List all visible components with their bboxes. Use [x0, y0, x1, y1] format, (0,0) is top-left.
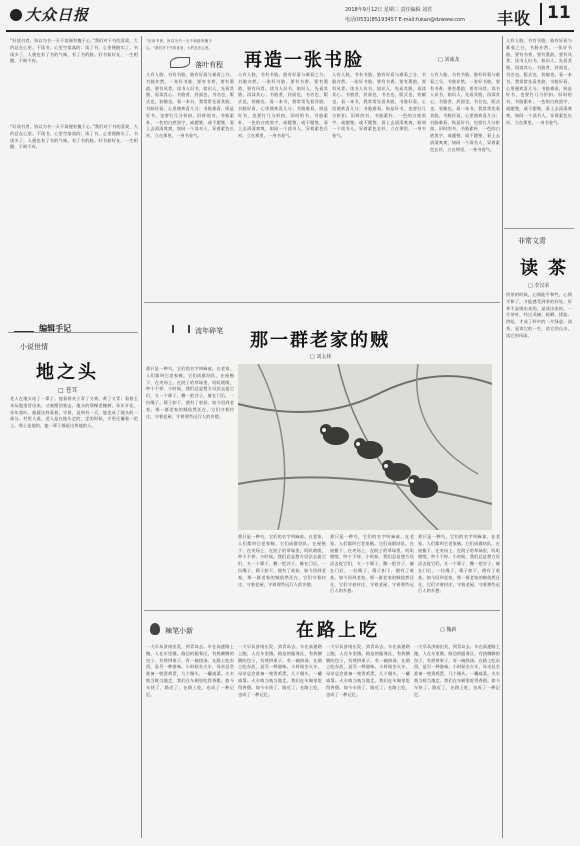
- left-top-body: “好读书者，皆以为书一天不读便有愧于心。”我们对于书的喜爱，大约总在心里。不读书，心里空落落的；读了书，心里便踏实了。书读多了，人便也有了书的气味，有了书的脸。好书如好友，一生相随，不离不弃。: [10, 38, 138, 64]
- page-number: 11: [540, 3, 572, 25]
- center-body-col3: 那只是一种鸟，它们的名字叫麻雀。在老家，人们都叫它老家贼。它们成群结队，在屋檐下、在麦场上、在院子的草垛里，叽叽喳喳，吵个不停。小时候，我们总是想方设法去捉它们，支一个筛子，撒一把谷子，躲在门后，一拉绳子，筛子扣下，便有了收获。如今回到老家，那一群老家的贼依然还在，它们守着村庄，守着老屋，守着那些远行人的乡愁。: [330, 534, 414, 594]
- bottom-author: □ 魏新: [440, 627, 457, 633]
- right-body: 饮茶的时候，心情能平和些，心情平和了，才能感受到茶的好处。好茶不是喝出来的，是读出来的。一片茶叶，经过采摘、晾晒、揉捻、烘焙，才成了杯中的一片绿意。读茶，是读它的一生，读它的山水，读它的风雨。: [506, 292, 572, 338]
- grass-icon: [172, 325, 190, 333]
- bottom-body-col1: 一大早从济南出发，到青岛去。车在高速路上跑，人在车里饿。路边的服务区，有热腾腾的包子，有煎饼果子，有一碗热汤。在路上吃东西，是另一种滋味。小时候坐火车，母亲总会准备一兜煮鸡蛋，几个馒头，一罐咸菜。火车咣当咣当地走，我们在车厢里吃得香甜。如今车快了，路近了，在路上吃，也成了一种记忆。: [146, 644, 234, 697]
- bottom-column-tag: 辣笔小新: [150, 618, 193, 637]
- left-mid-column-tag: 小说世情: [20, 343, 48, 351]
- left-divider-1: [8, 332, 138, 333]
- section-title: 丰收: [497, 9, 532, 28]
- center-author: □ 刘太林: [310, 354, 332, 360]
- newspaper-logo: 大众日报: [10, 4, 89, 25]
- column-divider-left: [141, 36, 142, 838]
- editor-note-tag: 编辑手记: [14, 316, 71, 335]
- main-body-col3: 人有人脸，书有书脸。脸有好看与难看之分，书脸亦然。一张好书脸，要有书香，要有墨韵，要有风骨。读书人识书，如识人，先看其脸，再读其心。书脸者，封面也，书名也，版式也，装帧也。看一本书，我常常先看其脸，书脸好看，心里便欢喜几分；书脸难看，纵是好书，也要打几分折扣。旧时的书，书脸素朴，一色的白底黑字，或题签，或不题签，看上去清清爽爽，如同一个读书人，穿着素色长衫，立在那里，一身书卷气。: [332, 72, 426, 139]
- main-body-col4: 人有人脸，书有书脸。脸有好看与难看之分，书脸亦然。一张好书脸，要有书香，要有墨韵，要有风骨。读书人识书，如识人，先看其脸，再读其心。书脸者，封面也，书名也，版式也，装帧也。看一本书，我常常先看其脸，书脸好看，心里便欢喜几分；书脸难看，纵是好书，也要打几分折扣。旧时的书，书脸素朴，一色的白底黑字，或题签，或不题签，看上去清清爽爽，如同一个读书人，穿着素色长衫，立在那里，一身书卷气。: [430, 72, 500, 152]
- left-mid-body: 老人在地头站了一辈子。他看着麦子青了又黄，黄了又青；看着玉米从地里冒出来，又被掰回家去。地头的那棵老槐树，年年开花，年年落叶。他就这样看着，守着，直到有一天，他也成了地头的一部分。村里人说，老人是在地头走的，走的时候，手里还攥着一把土。那土是他的，他一辈子都是这块地的人。: [10, 396, 138, 429]
- masthead-meta-2: 电话(0531)85193457 E-mail:fukan@dzwww.com: [345, 17, 465, 23]
- main-divider: [144, 302, 500, 303]
- center-divider: [144, 610, 500, 611]
- leaf-icon: [170, 57, 190, 68]
- right-top-body: 人有人脸，书有书脸。脸有好看与难看之分，书脸亦然。一张好书脸，要有书香，要有墨韵，要有风骨。读书人识书，如识人，先看其脸，再读其心。书脸者，封面也，书名也，版式也，装帧也。看一本书，我常常先看其脸，书脸好看，心里便欢喜几分；书脸难看，纵是好书，也要打几分折扣。旧时的书，书脸素朴，一色的白底黑字，或题签，或不题签，看上去清清爽爽，如同一个读书人，穿着素色长衫，立在那里，一身书卷气。: [506, 38, 572, 125]
- masthead-rule: [6, 30, 574, 32]
- left-mid-title: 地之头: [36, 362, 99, 383]
- sparrows-photo: [238, 364, 492, 530]
- bottom-body-col4: 一大早从济南出发，到青岛去。车在高速路上跑，人在车里饿。路边的服务区，有热腾腾的包子，有煎饼果子，有一碗热汤。在路上吃东西，是另一种滋味。小时候坐火车，母亲总会准备一兜煮鸡蛋，几个馒头，一罐咸菜。火车咣当咣当地走，我们在车厢里吃得香甜。如今车快了，路近了，在路上吃，也成了一种记忆。: [414, 644, 500, 697]
- main-column-tag: 落叶有程: [170, 52, 223, 71]
- left-mid-author: □ 苍耳: [58, 387, 78, 394]
- right-author: □ 李汉荣: [528, 283, 550, 289]
- column-divider-right: [502, 36, 503, 838]
- center-title: 那一群老家的贼: [250, 330, 390, 351]
- pen-icon: [14, 321, 34, 332]
- main-body-col1: 人有人脸，书有书脸。脸有好看与难看之分，书脸亦然。一张好书脸，要有书香，要有墨韵，要有风骨。读书人识书，如识人，先看其脸，再读其心。书脸者，封面也，书名也，版式也，装帧也。看一本书，我常常先看其脸，书脸好看，心里便欢喜几分；书脸难看，纵是好书，也要打几分折扣。旧时的书，书脸素朴，一色的白底黑字，或题签，或不题签，看上去清清爽爽，如同一个读书人，穿着素色长衫，立在那里，一身书卷气。: [146, 72, 234, 139]
- right-divider: [504, 228, 574, 229]
- center-column-tag: 流年碎笔: [172, 318, 223, 337]
- main-author: □ 刘诚龙: [438, 57, 460, 63]
- center-body-col4: 那只是一种鸟，它们的名字叫麻雀。在老家，人们都叫它老家贼。它们成群结队，在屋檐下、在麦场上、在院子的草垛里，叽叽喳喳，吵个不停。小时候，我们总是想方设法去捉它们，支一个筛子，撒一把谷子，躲在门后，一拉绳子，筛子扣下，便有了收获。如今回到老家，那一群老家的贼依然还在，它们守着村庄，守着老屋，守着那些远行人的乡愁。: [418, 534, 500, 594]
- col2-top-body: “好读书者，皆以为书一天不读便有愧于心。”我们对于书的喜爱，大约总在心里。: [146, 39, 212, 50]
- right-column-tag: 非常文青: [518, 237, 546, 245]
- main-title: 再造一张书脸: [244, 50, 364, 71]
- masthead-meta-1: 2018年9月12日 星期三 责任编辑 刘君: [345, 7, 433, 13]
- bottom-body-col2: 一大早从济南出发，到青岛去。车在高速路上跑，人在车里饿。路边的服务区，有热腾腾的包子，有煎饼果子，有一碗热汤。在路上吃东西，是另一种滋味。小时候坐火车，母亲总会准备一兜煮鸡蛋，几个馒头，一罐咸菜。火车咣当咣当地走，我们在车厢里吃得香甜。如今车快了，路近了，在路上吃，也成了一种记忆。: [238, 644, 322, 697]
- masthead: [0, 0, 580, 34]
- center-body-col2: 那只是一种鸟，它们的名字叫麻雀。在老家，人们都叫它老家贼。它们成群结队，在屋檐下、在麦场上、在院子的草垛里，叽叽喳喳，吵个不停。小时候，我们总是想方设法去捉它们，支一个筛子，撒一把谷子，躲在门后，一拉绳子，筛子扣下，便有了收获。如今回到老家，那一群老家的贼依然还在，它们守着村庄，守着老屋，守着那些远行人的乡愁。: [238, 534, 326, 587]
- pepper-icon: [150, 623, 160, 635]
- main-body-col2: 人有人脸，书有书脸。脸有好看与难看之分，书脸亦然。一张好书脸，要有书香，要有墨韵，要有风骨。读书人识书，如识人，先看其脸，再读其心。书脸者，封面也，书名也，版式也，装帧也。看一本书，我常常先看其脸，书脸好看，心里便欢喜几分；书脸难看，纵是好书，也要打几分折扣。旧时的书，书脸素朴，一色的白底黑字，或题签，或不题签，看上去清清爽爽，如同一个读书人，穿着素色长衫，立在那里，一身书卷气。: [238, 72, 328, 139]
- center-body-col1: 那只是一种鸟，它们的名字叫麻雀。在老家，人们都叫它老家贼。它们成群结队，在屋檐下、在麦场上、在院子的草垛里，叽叽喳喳，吵个不停。小时候，我们总是想方设法去捉它们，支一个筛子，撒一把谷子，躲在门后，一拉绳子，筛子扣下，便有了收获。如今回到老家，那一群老家的贼依然还在，它们守着村庄，守着老屋，守着那些远行人的乡愁。: [146, 366, 234, 419]
- bottom-body-col3: 一大早从济南出发，到青岛去。车在高速路上跑，人在车里饿。路边的服务区，有热腾腾的包子，有煎饼果子，有一碗热汤。在路上吃东西，是另一种滋味。小时候坐火车，母亲总会准备一兜煮鸡蛋，几个馒头，一罐咸菜。火车咣当咣当地走，我们在车厢里吃得香甜。如今车快了，路近了，在路上吃，也成了一种记忆。: [326, 644, 410, 697]
- bottom-title: 在路上吃: [296, 620, 380, 641]
- sun-icon: [10, 9, 22, 21]
- right-title: 读茶: [520, 258, 576, 279]
- left-top-body-2: “好读书者，皆以为书一天不读便有愧于心。”我们对于书的喜爱，大约总在心里。不读书，心里空落落的；读了书，心里便踏实了。书读多了，人便也有了书的气味，有了书的脸。好书如好友，一生相随，不离不弃。: [10, 124, 138, 150]
